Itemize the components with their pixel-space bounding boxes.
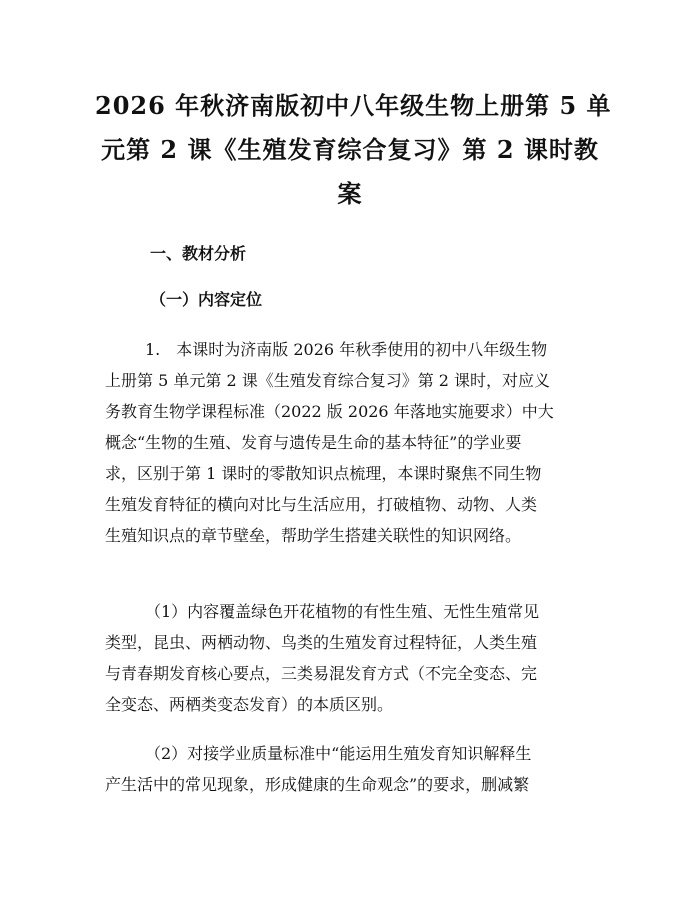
paragraph-line: （1）内容覆盖绿色开花植物的有性生殖、无性生殖常见 bbox=[145, 602, 540, 621]
paragraph-content-positioning bbox=[105, 334, 600, 551]
paragraph-line: 上册第 5 单元第 2 课《生殖发育综合复习》第 2 课时，对应义 bbox=[105, 371, 551, 390]
document-title bbox=[95, 84, 612, 216]
paragraph-content-coverage bbox=[105, 596, 600, 720]
paragraph-line: 1. 本课时为济南版 2026 年秋季使用的初中八年级生物 bbox=[145, 340, 548, 359]
paragraph-line: 与青春期发育核心要点，三类易混发育方式（不完全变态、完 bbox=[105, 664, 538, 683]
paragraph-line: 全变态、两栖类变态发育）的本质区别。 bbox=[105, 695, 394, 714]
title-line: 元第 2 课《生殖发育综合复习》第 2 课时教 bbox=[101, 135, 599, 164]
subsection-heading: （一）内容定位 bbox=[150, 290, 263, 309]
paragraph-line: （2）对接学业质量标准中“能运用生殖发育知识解释生 bbox=[145, 744, 532, 763]
section-heading: 一、教材分析 bbox=[150, 244, 247, 263]
paragraph-line: 生殖发育特征的横向对比与生活应用，打破植物、动物、人类 bbox=[105, 495, 538, 514]
title-line: 案 bbox=[337, 179, 363, 208]
paragraph-line: 务教育生物学课程标准（2022 版 2026 年落地实施要求）中大 bbox=[105, 402, 554, 421]
title-line: 2026 年秋济南版初中八年级生物上册第 5 单 bbox=[95, 91, 612, 120]
paragraph-line: 生殖知识点的章节壁垒，帮助学生搭建关联性的知识网络。 bbox=[105, 526, 522, 545]
paragraph-line: 求，区别于第 1 课时的零散知识点梳理，本课时聚焦不同生物 bbox=[105, 464, 542, 483]
paragraph-line: 产生活中的常见现象，形成健康的生命观念”的要求，删减繁 bbox=[105, 775, 530, 794]
paragraph-quality-standard bbox=[105, 738, 600, 800]
paragraph-line: 概念“生物的生殖、发育与遗传是生命的基本特征”的学业要 bbox=[105, 433, 522, 452]
paragraph-line: 类型，昆虫、两栖动物、鸟类的生殖发育过程特征，人类生殖 bbox=[105, 633, 538, 652]
